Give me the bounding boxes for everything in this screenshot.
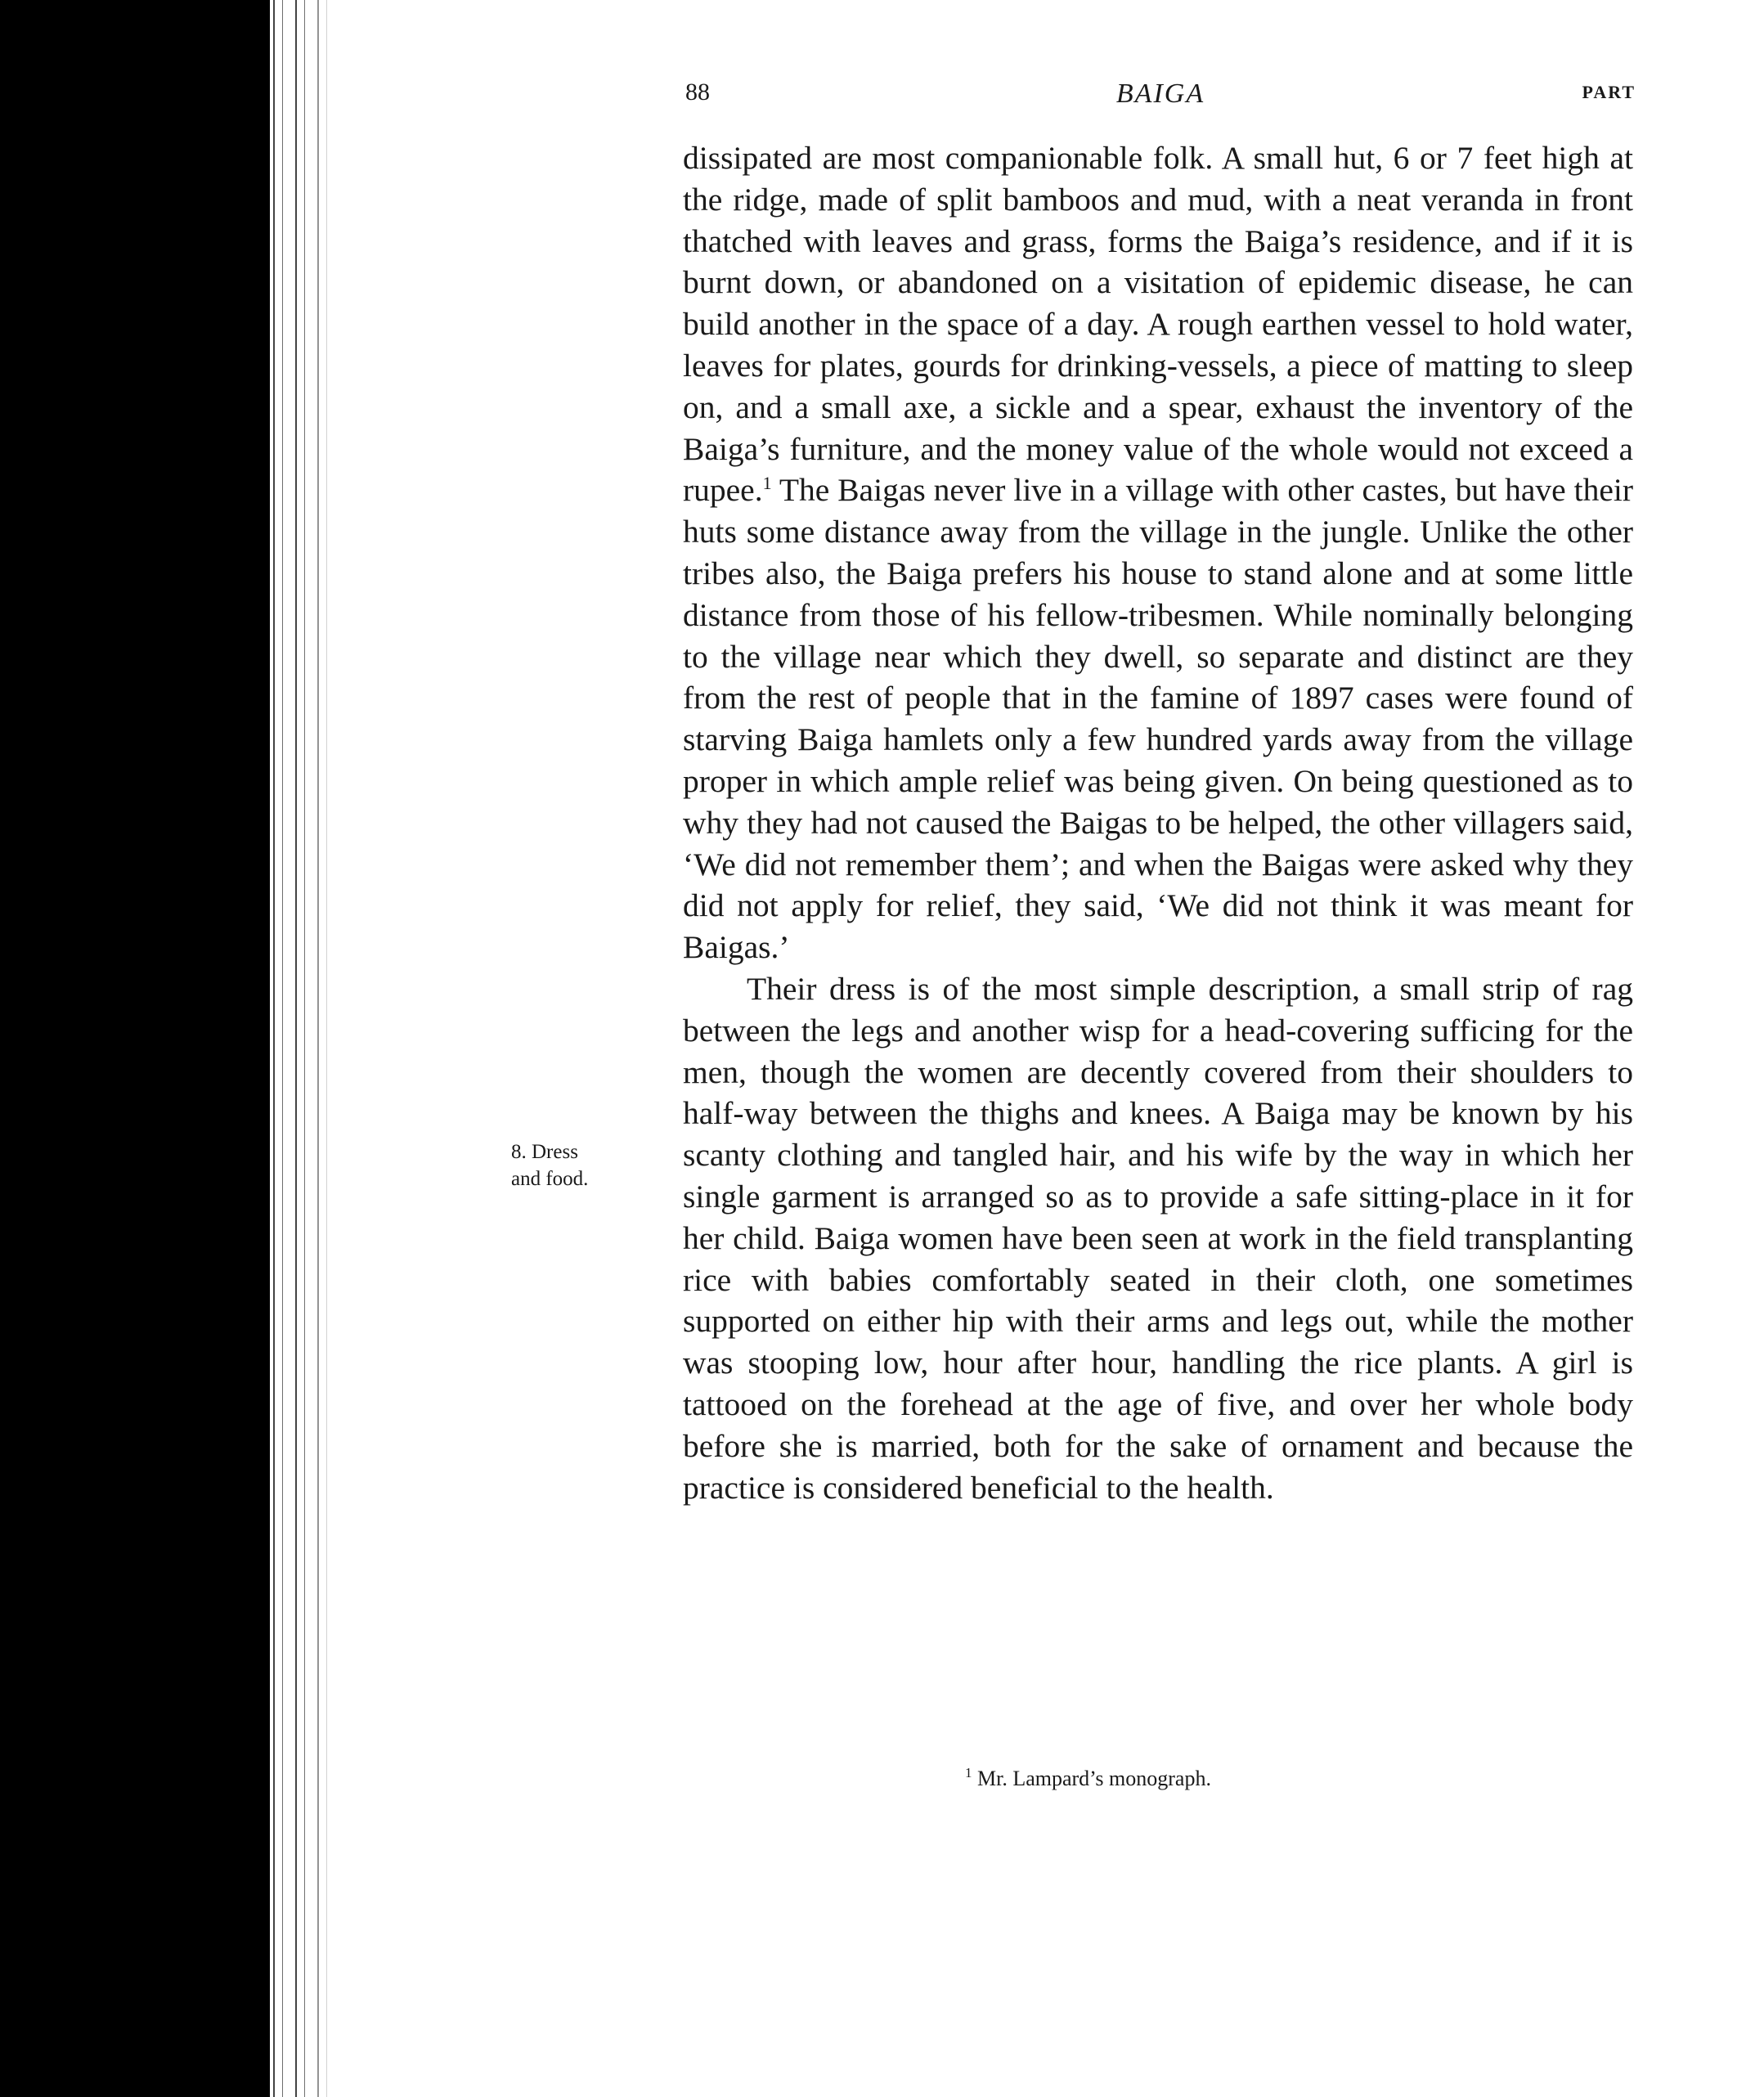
- footnote-reference: 1: [762, 473, 772, 494]
- part-label: PART: [1582, 82, 1636, 102]
- side-heading-line-1: 8. Dress: [511, 1141, 578, 1163]
- page-header: [685, 79, 1636, 119]
- page-number: 88: [685, 79, 710, 106]
- footnote-text: Mr. Lampard’s monograph.: [972, 1767, 1211, 1790]
- paragraph-huts: [683, 137, 1633, 968]
- side-heading-line-2: and food.: [511, 1168, 589, 1190]
- footnote-marker: 1: [965, 1765, 972, 1780]
- paragraph-dress: Their dress is of the most simple description, a small strip of rag between the legs and another wisp for a head-covering sufficing for the men, though the women are decently covered from their shoulders to half-way between the thighs and knees. A Baiga may be known by his scanty clothing and tangled hair, and his wife by the way in which her single garment is arranged so as to provide a safe sitting-place in it for her child. Baiga women have been seen at work in the field transplanting rice with babies comfortably seated in their cloth, one sometimes supported on either hip with their arms and legs out, while the mother was stooping low, hour after hour, handling the rice plants. A girl is tattooed on the forehead at the age of five, and over her whole body before she is married, both for the sake of ornament and because the practice is considered beneficial to the health.: [683, 970, 1633, 1506]
- paragraph-huts-text-a: dissipated are most companionable folk. A small hut, 6 or 7 feet high at the ridge, made of split bamboos and mud, with a neat veranda in front thatched with leaves and grass, forms the Baiga’s residence, and if it is burnt down, or abandoned on a visitation of epidemic disease, he can build another in the space of a day. A rough earthen vessel to hold water, leaves for plates, gourds for drinking-vessels, a piece of matting to sleep on, and a small axe, a sickle and a spear, exhaust the inventory of the Baiga’s furniture, and the money value of the whole would not exceed a rupee.: [683, 140, 1633, 509]
- side-heading: [511, 1138, 650, 1192]
- body-text: [683, 137, 1633, 1508]
- running-title: BAIGA: [1115, 79, 1205, 109]
- footnote: [965, 1767, 1211, 1791]
- book-binding-shadow: [0, 0, 270, 2097]
- gutter-fade: [304, 0, 337, 2097]
- paragraph-huts-text-b: The Baigas never live in a village with other castes, but have their huts some distance away from the village in the jungle. Unlike the other tribes also, the Baiga prefers his house to stand alone and at some little distance from those of his fellow-tribesmen. While nominally belonging to the village near which they dwell, so separate and distinct are they from the rest of people that in the famine of 1897 cases were found of starving Baiga hamlets only a few hundred yards away from the village proper in which ample relief was being given. On being questioned as to why they had not caused the Baigas to be helped, the other villagers said, ‘We did not remember them’; and when the Baigas were asked why they did not apply for relief, they said, ‘We did not think it was meant for Baigas.’: [683, 472, 1633, 966]
